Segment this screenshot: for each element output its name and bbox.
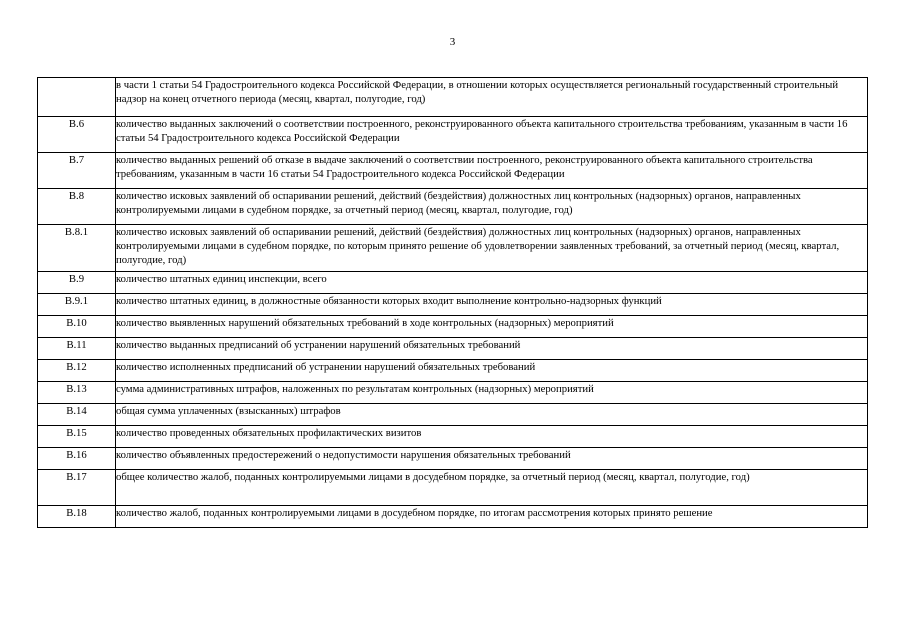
row-description: количество штатных единиц, в должностные обязанности которых входит выполнение контрольно-надзорных функций: [116, 294, 868, 316]
table-row: [38, 448, 868, 470]
row-description: количество объявленных предостережений о недопустимости нарушения обязательных требований: [116, 448, 868, 470]
row-description: количество жалоб, поданных контролируемыми лицами в досудебном порядке, по итогам рассмотрения которых принято решение: [116, 506, 868, 528]
table-row: [38, 404, 868, 426]
row-code: B.14: [38, 404, 116, 426]
table-row: [38, 153, 868, 189]
row-code: B.9: [38, 272, 116, 294]
row-code: B.8.1: [38, 225, 116, 272]
row-code: B.10: [38, 316, 116, 338]
row-code: B.15: [38, 426, 116, 448]
table-row: [38, 316, 868, 338]
row-description: количество штатных единиц инспекции, всего: [116, 272, 868, 294]
row-code: B.6: [38, 117, 116, 153]
row-code: B.9.1: [38, 294, 116, 316]
table-row: [38, 506, 868, 528]
table-row: [38, 294, 868, 316]
table-row: [38, 225, 868, 272]
row-description: общая сумма уплаченных (взысканных) штрафов: [116, 404, 868, 426]
table-row: [38, 272, 868, 294]
row-description: количество выявленных нарушений обязательных требований в ходе контрольных (надзорных) мероприятий: [116, 316, 868, 338]
row-description: количество выданных предписаний об устранении нарушений обязательных требований: [116, 338, 868, 360]
row-description: количество выданных решений об отказе в выдаче заключений о соответствии построенного, реконструированного объекта капитального строительства требованиям, указанным в части 16 статьи 54 Градостроительного кодекса Российской Федерации: [116, 153, 868, 189]
row-code: B.7: [38, 153, 116, 189]
row-code: B.13: [38, 382, 116, 404]
table-row: [38, 426, 868, 448]
row-code: B.11: [38, 338, 116, 360]
row-description: количество проведенных обязательных профилактических визитов: [116, 426, 868, 448]
page-number: 3: [449, 36, 456, 48]
row-code: B.16: [38, 448, 116, 470]
row-description: количество выданных заключений о соответствии построенного, реконструированного объекта капитального строительства требованиям, указанным в части 16 статьи 54 Градостроительного кодекса Российской Федерации: [116, 117, 868, 153]
row-description: сумма административных штрафов, наложенных по результатам контрольных (надзорных) мероприятий: [116, 382, 868, 404]
table-row: [38, 189, 868, 225]
row-code: B.12: [38, 360, 116, 382]
indicators-table: [37, 77, 868, 528]
row-code: B.8: [38, 189, 116, 225]
row-code: [38, 78, 116, 117]
table-row: [38, 470, 868, 506]
row-description: количество исковых заявлений об оспаривании решений, действий (бездействия) должностных лиц контрольных (надзорных) органов, направленных контролируемыми лицами в судебном порядке, по которым принято решение об удовлетворении заявленных требований, за отчетный период (месяц, квартал, полугодие, год): [116, 225, 868, 272]
row-description: количество исковых заявлений об оспаривании решений, действий (бездействия) должностных лиц контрольных (надзорных) органов, направленных контролируемыми лицами в судебном порядке, за отчетный период (месяц, квартал, полугодие, год): [116, 189, 868, 225]
row-code: B.17: [38, 470, 116, 506]
table-row: [38, 117, 868, 153]
table-row: [38, 382, 868, 404]
row-description: в части 1 статьи 54 Градостроительного кодекса Российской Федерации, в отношении которых осуществляется региональный государственный строительный надзор на конец отчетного периода (месяц, квартал, полугодие, год): [116, 78, 868, 117]
table-row: [38, 338, 868, 360]
row-code: B.18: [38, 506, 116, 528]
table-row: [38, 78, 868, 117]
table-row: [38, 360, 868, 382]
row-description: общее количество жалоб, поданных контролируемыми лицами в досудебном порядке, за отчетный период (месяц, квартал, полугодие, год): [116, 470, 868, 506]
row-description: количество исполненных предписаний об устранении нарушений обязательных требований: [116, 360, 868, 382]
